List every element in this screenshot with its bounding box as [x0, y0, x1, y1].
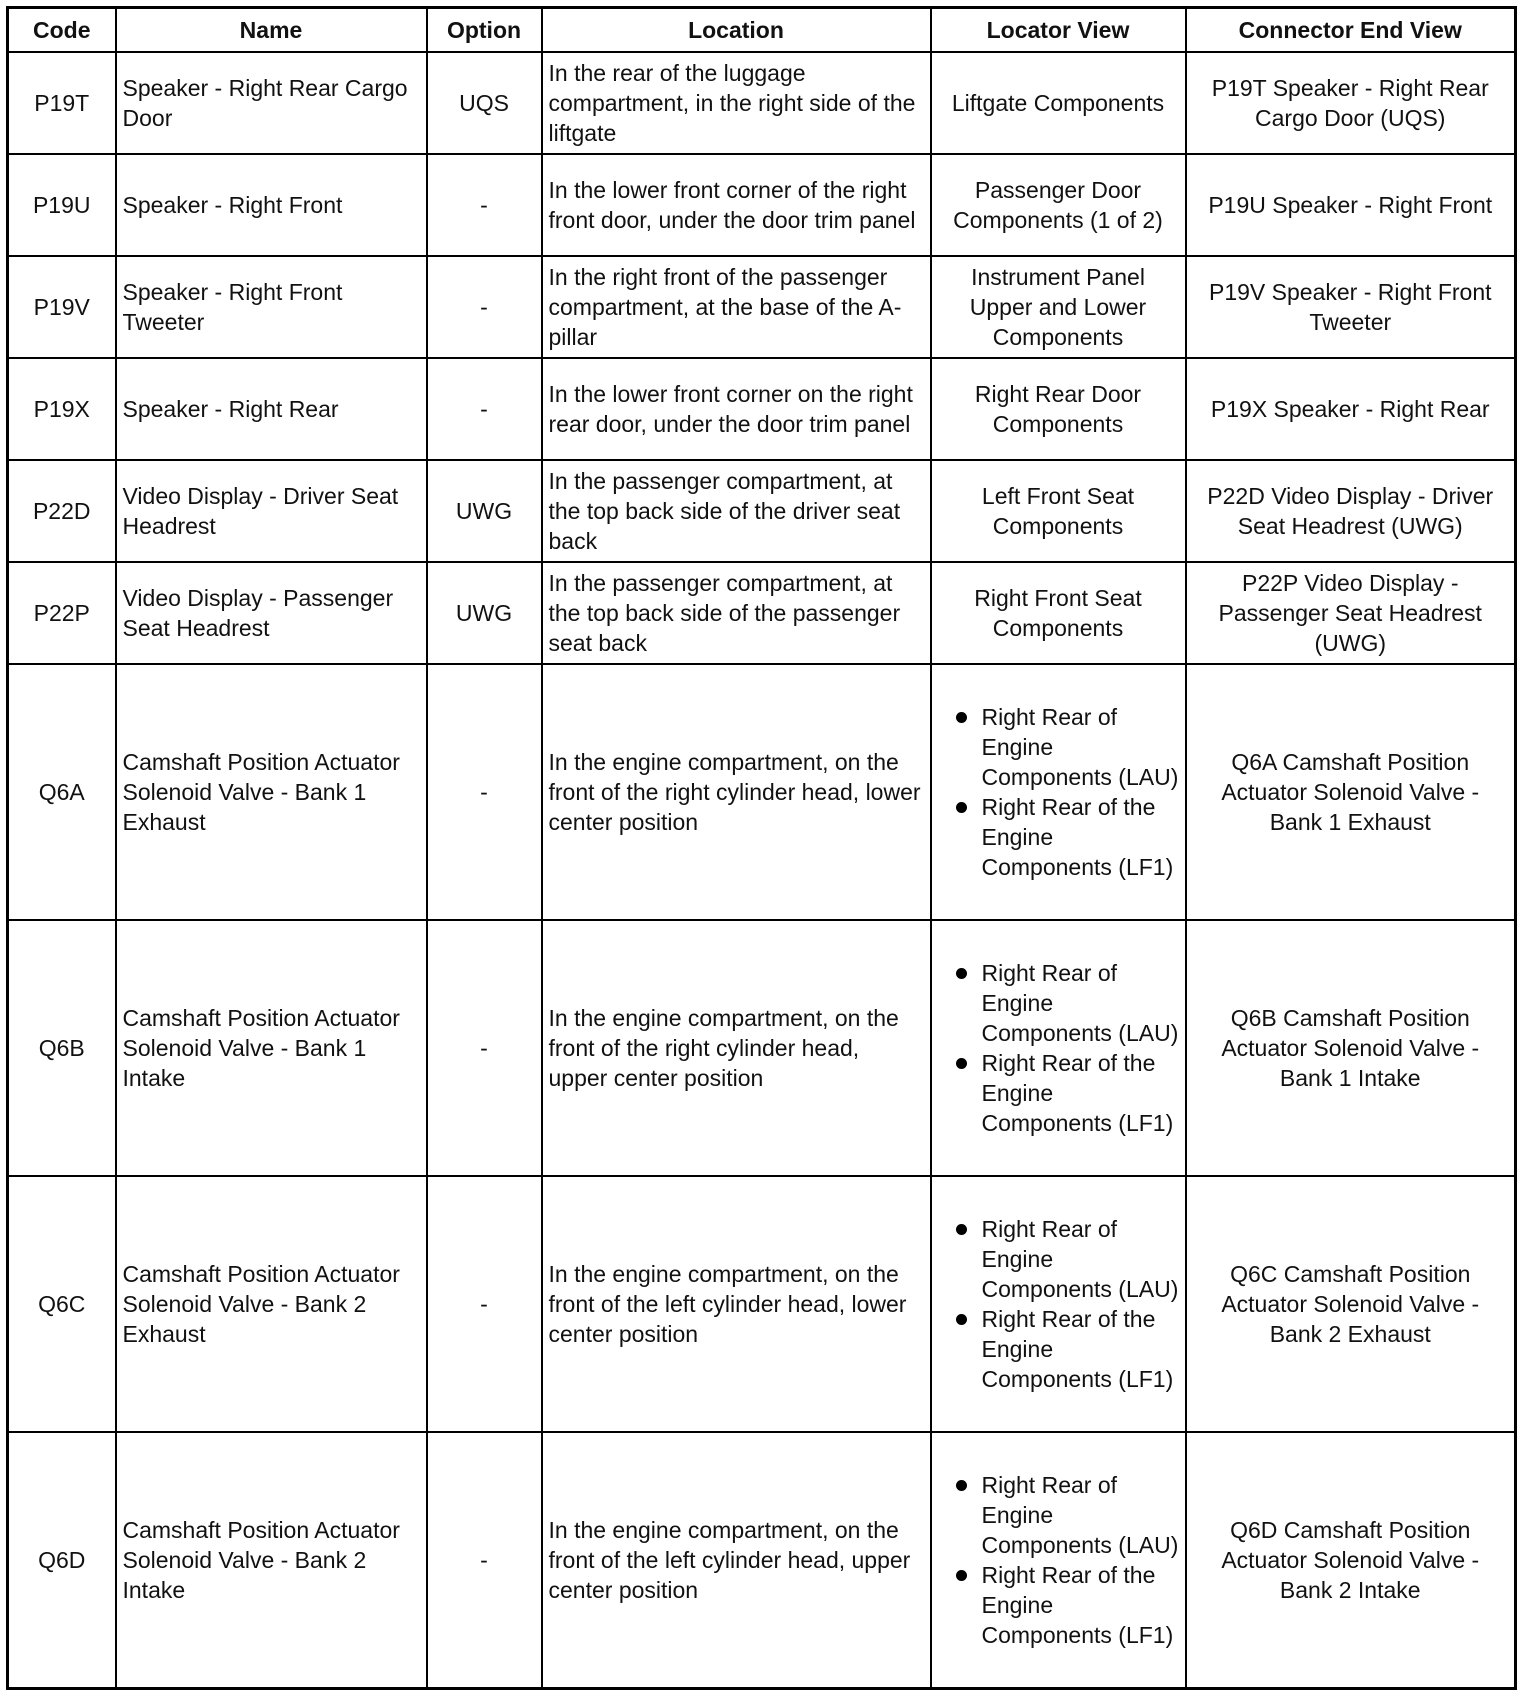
cell-option: - [427, 154, 542, 256]
bullet-icon [956, 1480, 967, 1491]
cell-code: P19X [8, 358, 116, 460]
bullet-icon [956, 968, 967, 979]
cell-location: In the engine compartment, on the front of the right cylinder head, lower center position [542, 664, 931, 920]
locator-list-item-text: Right Rear of Engine Components (LAU) [981, 960, 1179, 1046]
cell-name: Camshaft Position Actuator Solenoid Valve - Bank 1 Exhaust [116, 664, 427, 920]
locator-list [938, 702, 1179, 882]
cell-name: Speaker - Right Front Tweeter [116, 256, 427, 358]
cell-locator-view: Passenger Door Components (1 of 2) [931, 154, 1186, 256]
cell-name: Speaker - Right Front [116, 154, 427, 256]
cell-connector-end-view: P22P Video Display - Passenger Seat Headrest (UWG) [1186, 562, 1516, 664]
cell-location: In the right front of the passenger compartment, at the base of the A-pillar [542, 256, 931, 358]
cell-name: Video Display - Passenger Seat Headrest [116, 562, 427, 664]
cell-location: In the engine compartment, on the front of the left cylinder head, lower center position [542, 1176, 931, 1432]
locator-list-item [938, 702, 1179, 792]
cell-location: In the engine compartment, on the front of the left cylinder head, upper center position [542, 1432, 931, 1689]
cell-connector-end-view: P19T Speaker - Right Rear Cargo Door (UQS) [1186, 52, 1516, 154]
header-row [8, 8, 1516, 53]
locator-list [938, 958, 1179, 1138]
locator-list-item-text: Right Rear of the Engine Components (LF1) [981, 1306, 1174, 1392]
locator-list-item-text: Right Rear of Engine Components (LAU) [981, 704, 1179, 790]
bullet-icon [956, 712, 967, 723]
header-locator-view: Locator View [931, 8, 1186, 53]
cell-locator-view: Liftgate Components [931, 52, 1186, 154]
cell-location: In the engine compartment, on the front of the right cylinder head, upper center position [542, 920, 931, 1176]
locator-list-item-text: Right Rear of the Engine Components (LF1) [981, 1050, 1174, 1136]
cell-name: Camshaft Position Actuator Solenoid Valve - Bank 1 Intake [116, 920, 427, 1176]
header-code: Code [8, 8, 116, 53]
cell-connector-end-view: P19X Speaker - Right Rear [1186, 358, 1516, 460]
cell-locator-view: Right Rear Door Components [931, 358, 1186, 460]
table-row [8, 154, 1516, 256]
cell-code: Q6B [8, 920, 116, 1176]
cell-code: P22P [8, 562, 116, 664]
header-name: Name [116, 8, 427, 53]
cell-location: In the lower front corner of the right front door, under the door trim panel [542, 154, 931, 256]
bullet-icon [956, 802, 967, 813]
locator-list-item [938, 958, 1179, 1048]
cell-option: - [427, 256, 542, 358]
cell-locator-view [931, 1432, 1186, 1689]
cell-option: - [427, 1176, 542, 1432]
bullet-icon [956, 1570, 967, 1581]
cell-option: UWG [427, 460, 542, 562]
cell-location: In the passenger compartment, at the top back side of the passenger seat back [542, 562, 931, 664]
cell-locator-view: Left Front Seat Components [931, 460, 1186, 562]
table-row [8, 1432, 1516, 1689]
locator-list-item-text: Right Rear of the Engine Components (LF1) [981, 794, 1174, 880]
cell-option: - [427, 1432, 542, 1689]
locator-list [938, 1214, 1179, 1394]
cell-locator-view: Instrument Panel Upper and Lower Components [931, 256, 1186, 358]
table-row [8, 358, 1516, 460]
cell-location: In the passenger compartment, at the top back side of the driver seat back [542, 460, 931, 562]
locator-list-item-text: Right Rear of Engine Components (LAU) [981, 1216, 1179, 1302]
cell-code: P19T [8, 52, 116, 154]
cell-option: UQS [427, 52, 542, 154]
locator-list-item [938, 1560, 1179, 1650]
cell-code: P19U [8, 154, 116, 256]
cell-locator-view [931, 1176, 1186, 1432]
cell-locator-view [931, 920, 1186, 1176]
table-row [8, 256, 1516, 358]
table-row [8, 460, 1516, 562]
cell-connector-end-view: Q6C Camshaft Position Actuator Solenoid Valve - Bank 2 Exhaust [1186, 1176, 1516, 1432]
table-row [8, 664, 1516, 920]
cell-code: P22D [8, 460, 116, 562]
cell-locator-view: Right Front Seat Components [931, 562, 1186, 664]
header-connector-end-view: Connector End View [1186, 8, 1516, 53]
cell-name: Video Display - Driver Seat Headrest [116, 460, 427, 562]
cell-connector-end-view: P19U Speaker - Right Front [1186, 154, 1516, 256]
bullet-icon [956, 1314, 967, 1325]
cell-locator-view [931, 664, 1186, 920]
locator-list-item [938, 1470, 1179, 1560]
cell-option: - [427, 920, 542, 1176]
locator-list [938, 1470, 1179, 1650]
bullet-icon [956, 1224, 967, 1235]
cell-connector-end-view: P19V Speaker - Right Front Tweeter [1186, 256, 1516, 358]
cell-name: Speaker - Right Rear Cargo Door [116, 52, 427, 154]
cell-option: - [427, 664, 542, 920]
cell-connector-end-view: Q6B Camshaft Position Actuator Solenoid Valve - Bank 1 Intake [1186, 920, 1516, 1176]
locator-list-item-text: Right Rear of the Engine Components (LF1) [981, 1562, 1174, 1648]
cell-code: P19V [8, 256, 116, 358]
cell-code: Q6C [8, 1176, 116, 1432]
cell-code: Q6A [8, 664, 116, 920]
connector-table [6, 6, 1517, 1690]
table-row [8, 562, 1516, 664]
locator-list-item [938, 1304, 1179, 1394]
header-location: Location [542, 8, 931, 53]
cell-name: Speaker - Right Rear [116, 358, 427, 460]
locator-list-item [938, 792, 1179, 882]
cell-location: In the lower front corner on the right rear door, under the door trim panel [542, 358, 931, 460]
table-row [8, 1176, 1516, 1432]
cell-code: Q6D [8, 1432, 116, 1689]
cell-location: In the rear of the luggage compartment, in the right side of the liftgate [542, 52, 931, 154]
locator-list-item [938, 1048, 1179, 1138]
table-row [8, 920, 1516, 1176]
cell-option: UWG [427, 562, 542, 664]
cell-connector-end-view: Q6A Camshaft Position Actuator Solenoid Valve - Bank 1 Exhaust [1186, 664, 1516, 920]
locator-list-item-text: Right Rear of Engine Components (LAU) [981, 1472, 1179, 1558]
cell-connector-end-view: Q6D Camshaft Position Actuator Solenoid Valve - Bank 2 Intake [1186, 1432, 1516, 1689]
cell-name: Camshaft Position Actuator Solenoid Valve - Bank 2 Exhaust [116, 1176, 427, 1432]
header-option: Option [427, 8, 542, 53]
cell-option: - [427, 358, 542, 460]
table-row [8, 52, 1516, 154]
bullet-icon [956, 1058, 967, 1069]
locator-list-item [938, 1214, 1179, 1304]
cell-name: Camshaft Position Actuator Solenoid Valve - Bank 2 Intake [116, 1432, 427, 1689]
cell-connector-end-view: P22D Video Display - Driver Seat Headrest (UWG) [1186, 460, 1516, 562]
